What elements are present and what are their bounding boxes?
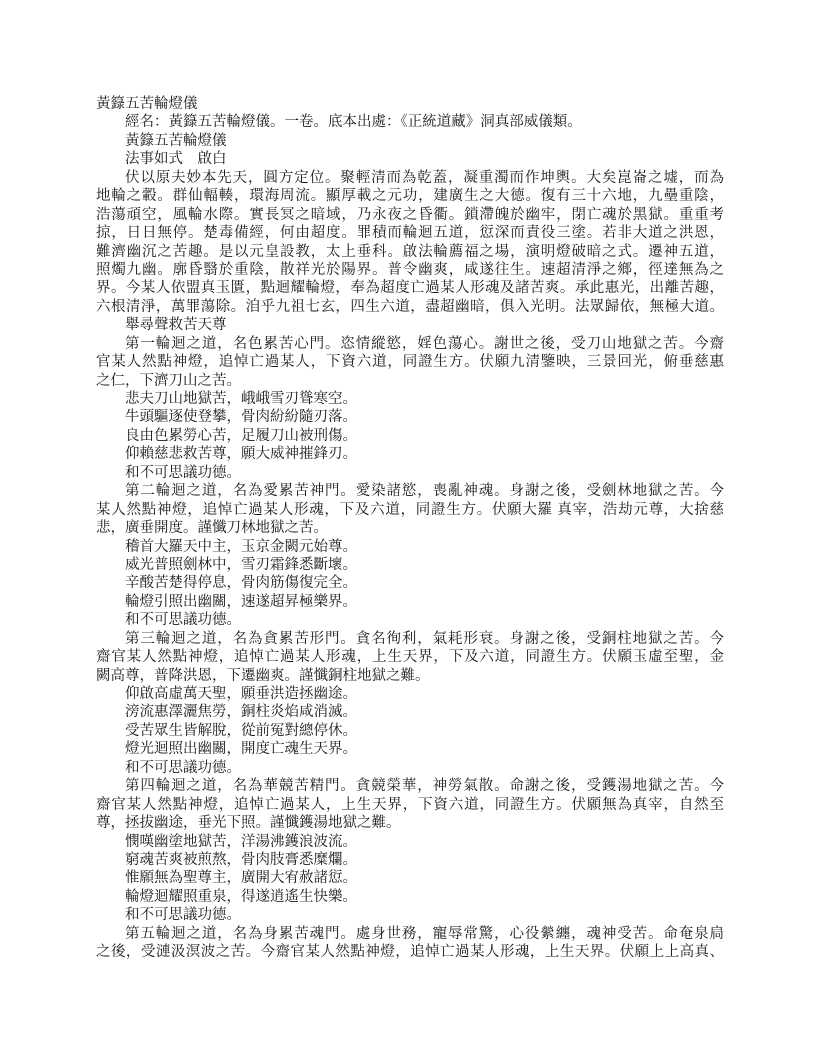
text-line: 和不可思議功德。 — [125, 907, 241, 924]
text-line: 地輪之轂。群仙輻輳，環海周流。顯厚載之元功，建廣生之大德。復有三十六地，九壘重陰， — [96, 188, 724, 205]
text-line: 掠，日日無停。楚毒備經，何由超度。罪積而輪迴五道，愆深而責役三塗。若非大道之洪恩， — [96, 225, 724, 242]
text-line: 界。今某人依盟真玉匱，點迴耀輪燈，奉為超度亡過某人形魂及諸苦爽。承此惠光，出離苦趣， — [96, 280, 724, 297]
text-line: 輪燈引照出幽關，速遂超昇極樂界。 — [125, 593, 357, 610]
text-line: 仰啟高虛萬天聖，願垂洪造拯幽途。 — [125, 686, 357, 702]
text-line: 滂流惠澤灑焦勞，銅柱炎焰咸消滅。 — [125, 704, 357, 721]
text-line: 經名：黃籙五苦輪燈儀。一卷。底本出處：《正統道藏》洞真部威儀類。 — [125, 114, 582, 131]
text-line: 六根清淨，萬罪蕩除。洎乎九祖七玄，四生六道，盡超幽暗，俱入光明。法眾歸依，無極大道。 — [96, 298, 724, 315]
text-line: 燈光迴照出幽關，開度亡魂生天界。 — [125, 741, 357, 758]
text-line: 照燭九幽。廓昏翳於重陰，散祥光於陽界。普令幽爽，咸遂往生。速超清淨之鄉，徑達無為之 — [96, 261, 724, 278]
text-line: 官某人然點神燈，追悼亡過某人，下資六道，同證生方。伏願九清鑒映，三景回光，俯垂慈惠 — [96, 354, 724, 371]
document-title: 黃籙五苦輪燈儀 — [96, 96, 198, 112]
text-line: 受苦眾生皆解脫，從前冤對總停休。 — [125, 722, 357, 739]
text-line: 齋官某人然點神燈，追悼亡過某人形魂，上生天界，下及六道，同證生方。伏願玉虛至聖，金 — [96, 649, 724, 666]
text-line: 辛酸苦楚得停息，骨肉筋傷復完全。 — [125, 575, 357, 592]
text-line: 窮魂苦爽被煎熬，骨肉肢膏悉糜爛。 — [125, 851, 357, 868]
text-line: 仰賴慈悲救苦尊，願大威神摧鋒刃。 — [125, 446, 357, 463]
text-line: 尊，拯拔幽途，垂光下照。謹懺鑊湯地獄之難。 — [96, 815, 401, 832]
text-line: 良由色累勞心苦，足履刀山被刑傷。 — [125, 427, 357, 444]
text-line: 之仁，下濟刀山之苦。 — [96, 372, 241, 389]
text-line: 舉尋聲救苦天尊 — [125, 317, 227, 334]
text-line: 和不可思議功德。 — [125, 759, 241, 776]
text-line: 威光普照劍林中，雪刃霜鋒悉斷壞。 — [125, 556, 357, 573]
text-line: 和不可思議功德。 — [125, 464, 241, 481]
text-line: 悲夫刀山地獄苦，峨峨雪刃聳寒空。 — [125, 391, 357, 407]
text-line: 黃籙五苦輪燈儀 — [125, 132, 227, 149]
text-line: 輪燈迴耀照重泉，得遂逍遙生快樂。 — [125, 888, 357, 905]
text-line: 法事如式 啟白 — [125, 151, 227, 168]
text-line: 之後，受漣汲溟波之苦。今齋官某人然點神燈，追悼亡過某人形魂，上生天界。伏願上上高真、 — [96, 944, 724, 961]
text-line: 第四輪迴之道，名為華競苦精門。貪競榮華，神勞氣散。命謝之後，受鑊湯地獄之苦。今 — [125, 778, 724, 795]
text-line: 第五輪迴之道，名為身累苦魂門。處身世務，寵辱常驚，心役縈纏，魂神受苦。命奄泉扃 — [125, 925, 724, 942]
text-line: 稽首大羅天中主，玉京金闕元始尊。 — [125, 538, 357, 555]
text-block — [96, 95, 724, 962]
text-line: 難濟幽沉之苦趣。是以元皇設教，太上垂科。啟法輪薦福之場，演明燈破暗之式。遷神五道， — [96, 243, 724, 260]
text-line: 和不可思議功德。 — [125, 612, 241, 629]
text-line: 悲，廣垂開度。謹懺刀林地獄之苦。 — [96, 520, 328, 537]
text-line: 牛頭驅逐使登攀，骨肉紛紛隨刃落。 — [125, 409, 357, 426]
text-line: 伏以原夫妙本先天，圓方定位。聚輕清而為乾蓋，凝重濁而作坤輿。大矣崑崙之墟，而為 — [125, 169, 724, 186]
text-line: 第一輪迴之道，名色累苦心門。恣情縱慾，婬色蕩心。謝世之後，受刀山地獄之苦。今齋 — [125, 335, 724, 352]
text-line: 第二輪迴之道，名為愛累苦神門。愛染諸慾，喪亂神魂。身謝之後，受劍林地獄之苦。今 — [125, 483, 724, 500]
text-line: 某人然點神燈，追悼亡過某人形魂，下及六道，同證生方。伏願大羅 真宰，浩劫元尊，大捨慈 — [96, 501, 724, 518]
text-line: 浩蕩頑空，風輪水際。實長冥之暗域，乃永夜之昏衢。鎖滯魄於幽牢，閉亡魂於黑獄。重重考 — [96, 206, 724, 223]
text-line: 齋官某人然點神燈，追悼亡過某人，上生天界，下資六道，同證生方。伏願無為真宰，自然至 — [96, 796, 724, 813]
text-line: 闕高尊，普降洪恩，下遷幽爽。謹懺銅柱地獄之難。 — [96, 667, 430, 684]
text-line: 惟願無為聖尊主，廣開大宥赦諸愆。 — [125, 870, 357, 887]
text-line: 憫嘆幽塗地獄苦，洋湯沸鑊浪波流。 — [125, 833, 357, 850]
text-line: 第三輪迴之道，名為貪累苦形門。貪名徇利，氣耗形衰。身謝之後，受銅柱地獄之苦。今 — [125, 630, 724, 647]
